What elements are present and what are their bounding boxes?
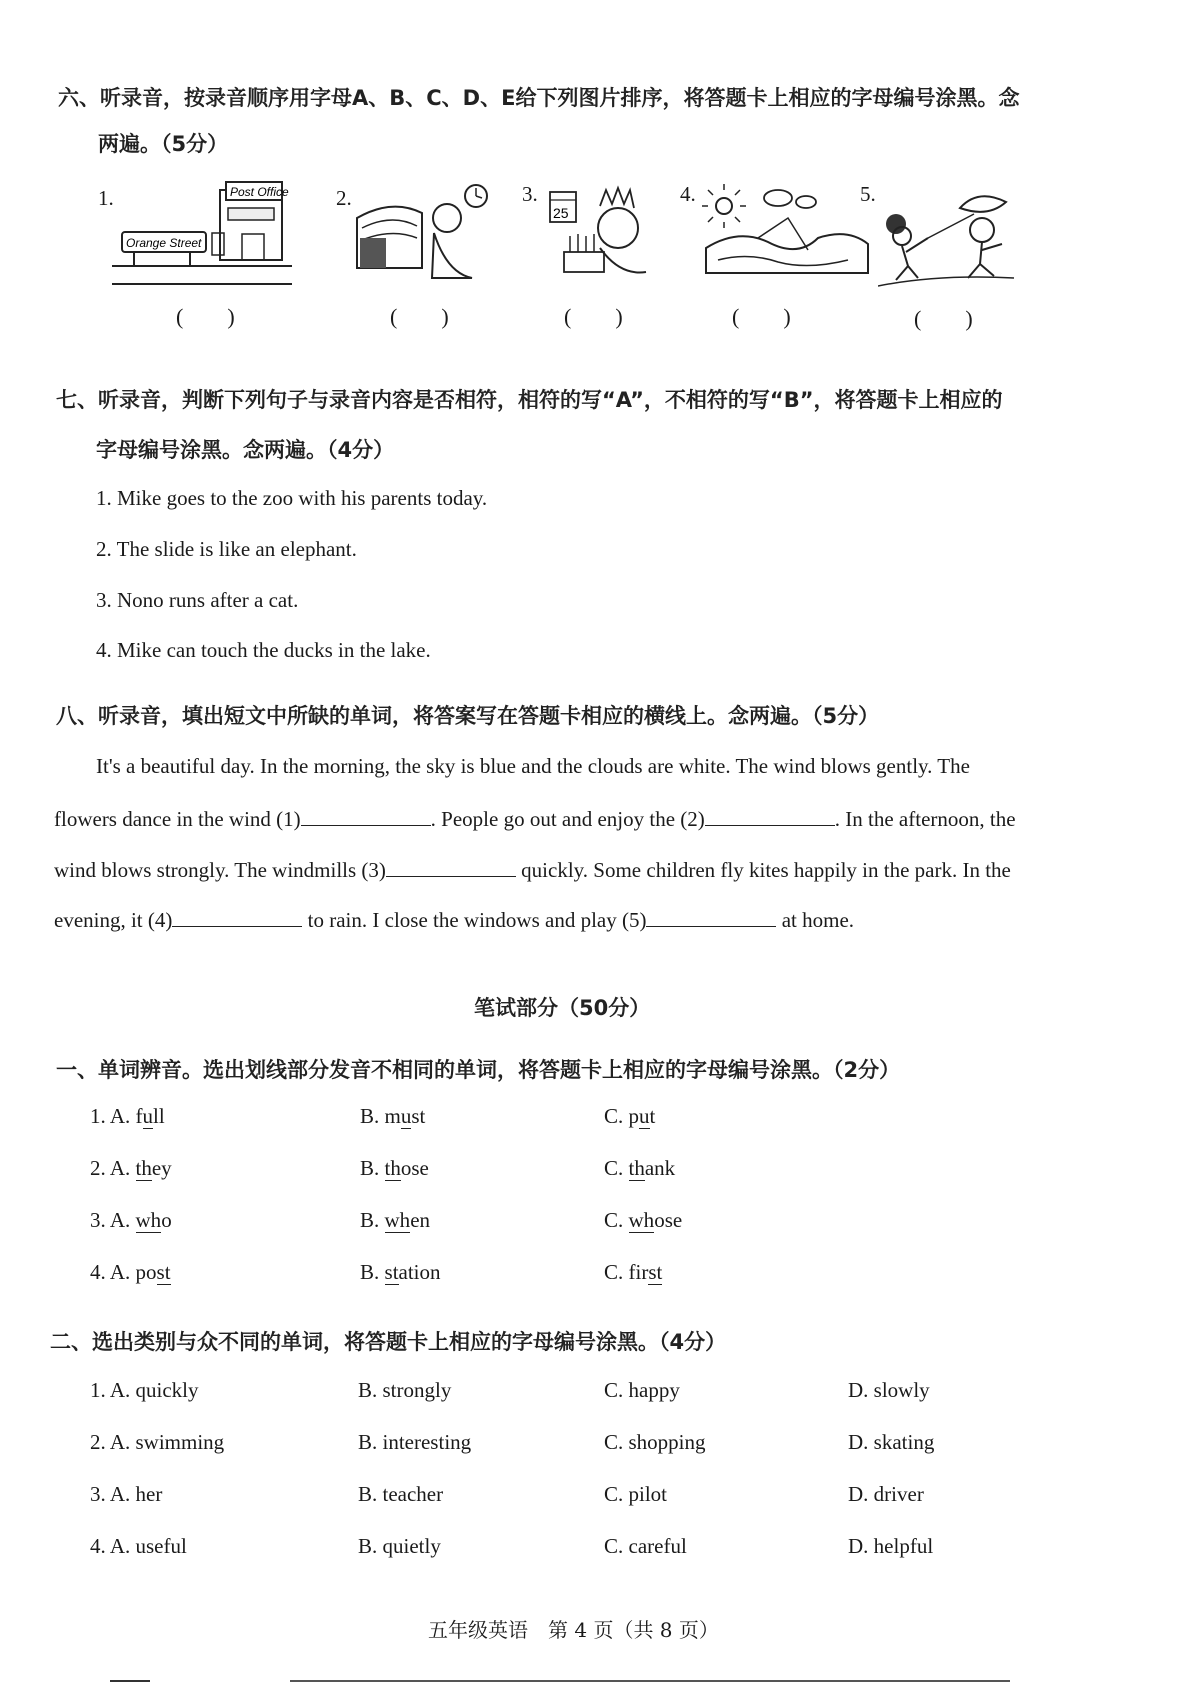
answer-paren-2[interactable]: ( ): [390, 304, 449, 329]
blank-1[interactable]: [301, 805, 431, 826]
word-part: ll: [153, 1104, 165, 1128]
answer-paren-4[interactable]: ( ): [732, 304, 791, 329]
orange-street-sign: Orange Street: [126, 236, 202, 250]
option-letter: C.: [604, 1260, 624, 1284]
section-7-heading-cont: 字母编号涂黑。念两遍。（4分）: [96, 438, 395, 462]
picture-4-number: 4.: [680, 182, 696, 206]
word-part: ation: [398, 1260, 441, 1284]
phonics-option-a[interactable]: [90, 1156, 172, 1181]
category-option-a[interactable]: 4. A. useful: [90, 1534, 187, 1558]
picture-2-number: 2.: [336, 186, 352, 210]
passage-text: . People go out and enjoy the (2): [430, 807, 705, 831]
underlined-part: wh: [628, 1208, 655, 1232]
phonics-option-a[interactable]: [90, 1208, 172, 1233]
word-part: f: [135, 1104, 143, 1128]
phonics-option-b[interactable]: [360, 1156, 429, 1181]
category-option-c[interactable]: C. careful: [604, 1534, 687, 1558]
category-option-b[interactable]: B. strongly: [358, 1378, 452, 1402]
category-option-c[interactable]: C. pilot: [604, 1482, 668, 1506]
option-letter: C.: [604, 1104, 624, 1128]
category-option-d[interactable]: D. slowly: [848, 1378, 930, 1402]
category-option-d[interactable]: D. driver: [848, 1482, 924, 1506]
option-letter: 3. A.: [90, 1208, 131, 1232]
underlined-part: st: [648, 1260, 663, 1284]
underlined-part: st: [156, 1260, 171, 1284]
post-office-sign: Post Office: [230, 185, 289, 199]
section-7-heading: 七、听录音，判断下列句子与录音内容是否相符，相符的写“A”，不相符的写“B”，将答题卡上相应的: [56, 388, 1003, 412]
underlined-part: u: [400, 1104, 412, 1128]
phonics-option-b[interactable]: [360, 1260, 441, 1285]
section-6-heading-cont: 两遍。（5分）: [98, 132, 229, 156]
category-option-a[interactable]: 2. A. swimming: [90, 1430, 225, 1454]
bed-wake-up-picture: [352, 178, 532, 288]
option-letter: B.: [360, 1260, 380, 1284]
post-office-picture: [112, 178, 297, 288]
calendar-date: 25: [553, 205, 569, 221]
sunny-lake-picture: [698, 178, 878, 293]
passage-text: evening, it (4): [54, 908, 173, 932]
category-option-b[interactable]: B. teacher: [358, 1482, 444, 1506]
passage-text: to rain. I close the windows and play (5): [307, 908, 647, 932]
option-letter: B.: [360, 1156, 380, 1180]
category-option-b[interactable]: B. interesting: [358, 1430, 472, 1454]
option-letter: C.: [604, 1208, 624, 1232]
category-option-d[interactable]: D. helpful: [848, 1534, 934, 1558]
underlined-part: th: [135, 1156, 152, 1180]
word-part: en: [410, 1208, 431, 1232]
passage-text: flowers dance in the wind (1): [54, 807, 301, 831]
word-part: ey: [151, 1156, 172, 1180]
phonics-option-c[interactable]: [604, 1156, 675, 1181]
bottom-rule: [290, 1680, 1010, 1682]
blank-3[interactable]: [386, 856, 516, 877]
phonics-option-c[interactable]: [604, 1104, 655, 1129]
phonics-option-c[interactable]: [604, 1208, 682, 1233]
written-part-title: 笔试部分（50分）: [474, 996, 651, 1020]
phonics-option-b[interactable]: [360, 1208, 430, 1233]
picture-3-number: 3.: [522, 182, 538, 206]
children-kite-picture: [878, 178, 1018, 293]
underlined-part: u: [142, 1104, 154, 1128]
word-part: o: [161, 1208, 172, 1232]
bottom-rule-left: [110, 1680, 150, 1682]
passage-text: . In the afternoon, the: [834, 807, 1016, 831]
phonics-option-a[interactable]: [90, 1260, 171, 1285]
blank-5[interactable]: [646, 906, 776, 927]
answer-paren-5[interactable]: ( ): [914, 306, 973, 331]
phonics-option-c[interactable]: [604, 1260, 662, 1285]
underlined-part: st: [384, 1260, 399, 1284]
underlined-part: u: [639, 1104, 650, 1128]
word-part: ank: [644, 1156, 676, 1180]
picture-1-number: 1.: [98, 186, 114, 210]
section-6-heading: 六、听录音，按录音顺序用字母A、B、C、D、E给下列图片排序，将答题卡上相应的字母编号涂黑。念: [58, 86, 1020, 110]
answer-paren-3[interactable]: ( ): [564, 304, 623, 329]
passage-line-2: [54, 805, 1016, 832]
passage-text: wind blows strongly. The windmills (3): [54, 858, 386, 882]
category-option-c[interactable]: C. happy: [604, 1378, 680, 1402]
option-letter: B.: [360, 1104, 380, 1128]
option-letter: C.: [604, 1156, 624, 1180]
option-letter: 4. A.: [90, 1260, 131, 1284]
section-8-heading: 八、听录音，填出短文中所缺的单词，将答案写在答题卡相应的横线上。念两遍。（5分）: [56, 704, 880, 728]
underlined-part: wh: [384, 1208, 411, 1232]
option-letter: 1. A.: [90, 1104, 131, 1128]
underlined-part: wh: [135, 1208, 162, 1232]
phonics-option-b[interactable]: [360, 1104, 425, 1129]
written-1-heading: 一、单词辨音。选出划线部分发音不相同的单词，将答题卡上相应的字母编号涂黑。（2分）: [56, 1058, 901, 1082]
page-footer: 五年级英语 第 4 页（共 8 页）: [428, 1618, 719, 1642]
passage-line-4: [54, 906, 854, 933]
passage-text: quickly. Some children fly kites happily in the park. In the: [521, 858, 1011, 882]
passage-text: at home.: [781, 908, 855, 932]
option-letter: B.: [360, 1208, 380, 1232]
word-part: p: [628, 1104, 640, 1128]
word-part: po: [135, 1260, 157, 1284]
word-part: m: [384, 1104, 401, 1128]
statement-4: 4. Mike can touch the ducks in the lake.: [96, 638, 431, 662]
statement-1: 1. Mike goes to the zoo with his parents today.: [96, 486, 488, 510]
phonics-option-a[interactable]: [90, 1104, 165, 1129]
answer-paren-1[interactable]: ( ): [176, 304, 235, 329]
category-option-a[interactable]: 3. A. her: [90, 1482, 163, 1506]
blank-2[interactable]: [705, 805, 835, 826]
word-part: ose: [654, 1208, 683, 1232]
category-option-b[interactable]: B. quietly: [358, 1534, 441, 1558]
picture-5-number: 5.: [860, 182, 876, 206]
passage-line-3: [54, 856, 1011, 883]
statement-3: 3. Nono runs after a cat.: [96, 588, 299, 612]
word-part: fir: [628, 1260, 649, 1284]
category-option-c[interactable]: C. shopping: [604, 1430, 706, 1454]
passage-line-1: It's a beautiful day. In the morning, the sky is blue and the clouds are white. The wind blows gently. The: [96, 754, 970, 778]
option-letter: 2. A.: [90, 1156, 131, 1180]
underlined-part: th: [628, 1156, 645, 1180]
word-part: t: [649, 1104, 656, 1128]
category-option-a[interactable]: 1. A. quickly: [90, 1378, 199, 1402]
word-part: ose: [400, 1156, 429, 1180]
underlined-part: th: [384, 1156, 401, 1180]
statement-2: 2. The slide is like an elephant.: [96, 537, 357, 561]
category-option-d[interactable]: D. skating: [848, 1430, 935, 1454]
written-2-heading: 二、选出类别与众不同的单词，将答题卡上相应的字母编号涂黑。（4分）: [50, 1330, 727, 1354]
blank-4[interactable]: [172, 906, 302, 927]
word-part: st: [411, 1104, 426, 1128]
